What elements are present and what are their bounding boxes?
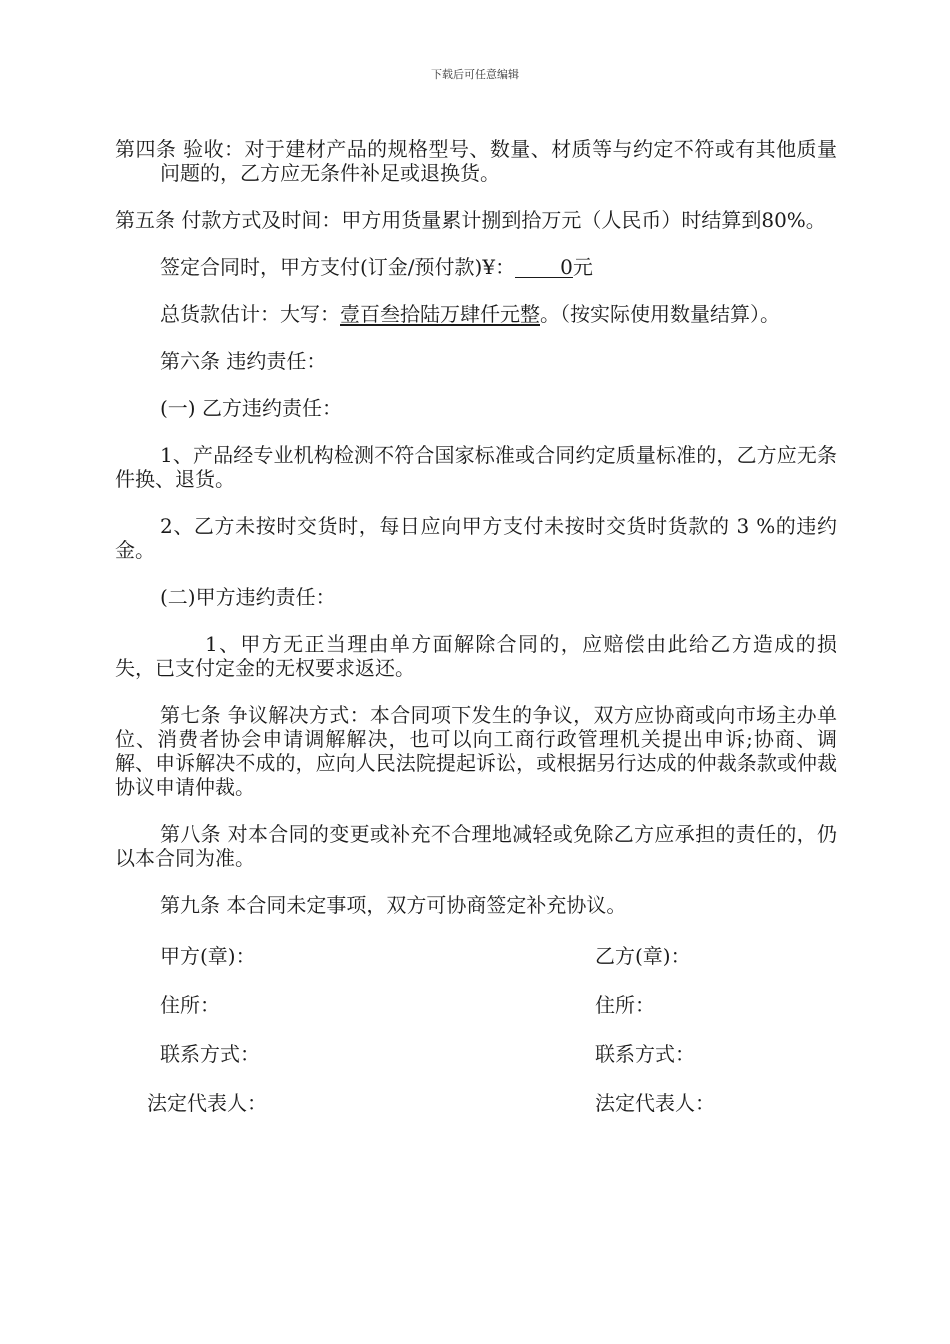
party-b-representative-label: 法定代表人： bbox=[595, 1091, 715, 1115]
party-a-seal-label: 甲方(章)： bbox=[160, 944, 256, 968]
total-prefix: 总货款估计：大写： bbox=[160, 302, 340, 326]
article-5: 第五条 付款方式及时间：甲方用货量累计捌到拾万元（人民币）时结算到80%。 bbox=[115, 208, 826, 232]
article-4: 第四条 验收：对于建材产品的规格型号、数量、材质等与约定不符或有其他质量问题的，乙方应无条件补足或退换货。 bbox=[115, 137, 837, 185]
party-b-contact-label: 联系方式： bbox=[595, 1042, 695, 1066]
signature-row-representative bbox=[115, 1087, 837, 1115]
article-7: 第七条 争议解决方式：本合同项下发生的争议，双方应协商或向市场主办单位、消费者协会申请调解解决，也可以向工商行政管理机关提出申诉;协商、调解、申诉解决不成的，应向人民法院提起诉讼，或根据另行达成的仲裁条款或仲裁协议申请仲裁。 bbox=[115, 703, 837, 799]
total-suffix: 。（按实际使用数量结算）。 bbox=[540, 302, 780, 326]
article-6-section-2: (二)甲方违约责任： bbox=[160, 585, 336, 609]
deposit-line bbox=[115, 255, 837, 279]
party-a-address-label: 住所： bbox=[160, 993, 220, 1017]
article-9: 第九条 本合同未定事项，双方可协商签定补充协议。 bbox=[160, 893, 627, 917]
total-value: 壹百叁拾陆万肆仟元整 bbox=[340, 302, 540, 326]
article-6-1-item-1: 1、产品经专业机构检测不符合国家标准或合同约定质量标准的，乙方应无条件换、退货。 bbox=[115, 443, 837, 491]
article-6-section-1: (一) 乙方违约责任： bbox=[160, 396, 342, 420]
party-a-contact-label: 联系方式： bbox=[160, 1042, 260, 1066]
signature-row-address bbox=[115, 989, 837, 1017]
total-payment-line bbox=[115, 302, 837, 326]
article-8: 第八条 对本合同的变更或补充不合理地减轻或免除乙方应承担的责任的，仍以本合同为准。 bbox=[115, 822, 837, 870]
article-6: 第六条 违约责任： bbox=[160, 349, 327, 373]
deposit-prefix: 签定合同时，甲方支付(订金/预付款)¥： bbox=[160, 255, 516, 279]
signature-row-seal bbox=[115, 940, 837, 968]
article-6-2-item-1: 1、甲方无正当理由单方面解除合同的，应赔偿由此给乙方造成的损失，已支付定金的无权要求返还。 bbox=[115, 632, 837, 680]
party-b-seal-label: 乙方(章)： bbox=[595, 944, 691, 968]
deposit-value: 0 bbox=[515, 257, 573, 278]
page-header: 下载后可任意编辑 bbox=[431, 68, 519, 81]
deposit-suffix: 元 bbox=[572, 255, 593, 279]
contract-body bbox=[115, 137, 837, 1136]
article-6-1-item-2: 2、乙方未按时交货时，每日应向甲方支付未按时交货时货款的 3 %的违约金。 bbox=[115, 514, 837, 562]
party-a-representative-label: 法定代表人： bbox=[147, 1091, 267, 1115]
signature-row-contact bbox=[115, 1038, 837, 1066]
party-b-address-label: 住所： bbox=[595, 993, 655, 1017]
